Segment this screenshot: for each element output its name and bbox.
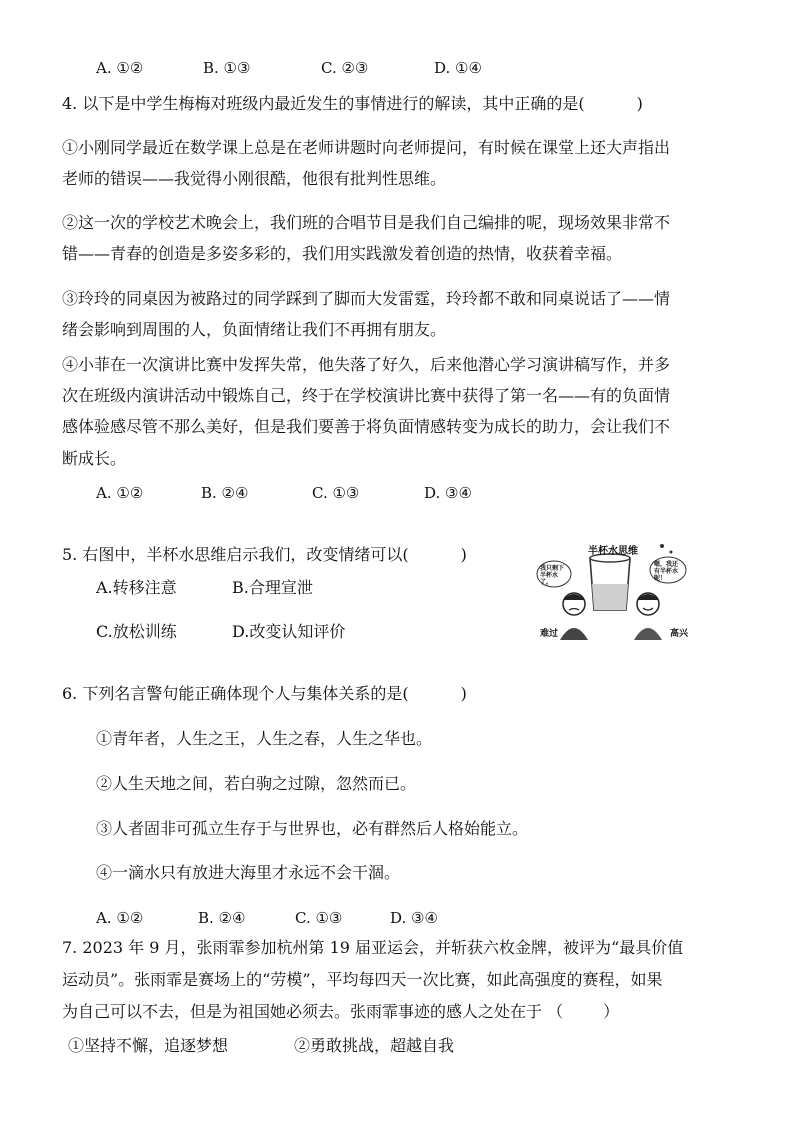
q3-option-c: C. ②③ xyxy=(321,59,369,77)
q4-option-d: D. ③④ xyxy=(424,484,472,502)
q3-option-b: B. ①③ xyxy=(203,59,251,77)
q5-option-a: A.转移注意 xyxy=(96,578,177,597)
q4-line-5: ③玲玲的同桌因为被路过的同学踩到了脚而大发雷霆，玲玲都不敢和同桌说话了——情 xyxy=(62,289,671,308)
figure-title: 半杯水思维 xyxy=(588,546,638,557)
q3-option-d: D. ①④ xyxy=(434,59,482,77)
q4-line-1: ①小刚同学最近在数学课上总是在老师讲题时向老师提问，有时候在课堂上还大声指出 xyxy=(62,138,671,157)
q6-option-b: B. ②④ xyxy=(198,909,246,927)
q4-line-7: ④小菲在一次演讲比赛中发挥失常，他失落了好久，后来他潜心学习演讲稿写作，并多 xyxy=(62,355,671,374)
figure-bubble-right: 嗯，我还有半杯水呢！ xyxy=(654,561,679,582)
q4-line-3: ②这一次的学校艺术晚会上，我们班的合唱节目是我们自己编排的呢，现场效果非常不 xyxy=(62,213,671,232)
q4-line-10: 断成长。 xyxy=(62,449,127,468)
q4-option-a: A. ①② xyxy=(96,484,144,502)
q7-line-2: 运动员”。张雨霏是赛场上的“劳模”，平均每四天一次比赛，如此高强度的赛程，如果 xyxy=(62,970,663,989)
q7-item-1: ①坚持不懈，追逐梦想 xyxy=(68,1036,229,1055)
q4-stem: 4. 以下是中学生梅梅对班级内最近发生的事情进行的解读，其中正确的是( ) xyxy=(62,94,643,113)
figure-label-happy: 高兴 xyxy=(670,629,689,639)
q5-option-d: D.改变认知评价 xyxy=(232,622,346,641)
q4-line-8: 次在班级内演讲活动中锻炼自己，终于在学校演讲比赛中获得了第一名——有的负面情 xyxy=(62,386,671,405)
q3-option-a: A. ①② xyxy=(96,59,144,77)
water-half xyxy=(592,584,628,610)
q6-item-3: ③人者固非可孤立生存于与世界也，必有群然后人格始能立。 xyxy=(96,819,529,838)
q4-line-4: 错——青春的创造是多姿多彩的，我们用实践激发着创造的热情，收获着幸福。 xyxy=(62,244,623,263)
q7-line-3: 为自己可以不去，但是为祖国她必须去。张雨霏事迹的感人之处在于 （ ） xyxy=(62,1002,620,1021)
q6-option-c: C. ①③ xyxy=(295,909,343,927)
q4-option-b: B. ②④ xyxy=(201,484,249,502)
q4-line-2: 老师的错误——我觉得小刚很酷，他很有批判性思维。 xyxy=(62,169,447,188)
q5-option-c: C.放松训练 xyxy=(96,622,177,641)
q6-item-4: ④一滴水只有放进大海里才永远不会干涸。 xyxy=(96,863,401,882)
figure-label-sad: 难过 xyxy=(540,629,559,639)
q6-option-d: D. ③④ xyxy=(390,909,438,927)
q6-item-2: ②人生天地之间，若白驹之过隙，忽然而已。 xyxy=(96,774,417,793)
q6-stem: 6. 下列名言警句能正确体现个人与集体关系的是( ) xyxy=(62,684,467,703)
q4-option-c: C. ①③ xyxy=(312,484,360,502)
q7-item-2: ②勇敢挑战，超越自我 xyxy=(294,1036,455,1055)
q5-stem: 5. 右图中，半杯水思维启示我们，改变情绪可以( ) xyxy=(62,545,467,564)
q6-item-1: ①青年者，人生之王，人生之春，人生之华也。 xyxy=(96,729,433,748)
half-glass-figure xyxy=(530,540,690,645)
q6-option-a: A. ①② xyxy=(96,909,144,927)
q4-line-9: 感体验感尽管不那么美好，但是我们要善于将负面情感转变为成长的助力，会让我们不 xyxy=(62,417,671,436)
q5-option-b: B.合理宣泄 xyxy=(232,578,313,597)
figure-bubble-left: 我只剩下半杯水了。 xyxy=(540,565,565,586)
q7-line-1: 7. 2023 年 9 月，张雨霏参加杭州第 19 届亚运会，并斩获六枚金牌，被评为“最具价值 xyxy=(62,938,684,957)
q4-line-6: 绪会影响到周围的人，负面情绪让我们不再拥有朋友。 xyxy=(62,320,447,339)
